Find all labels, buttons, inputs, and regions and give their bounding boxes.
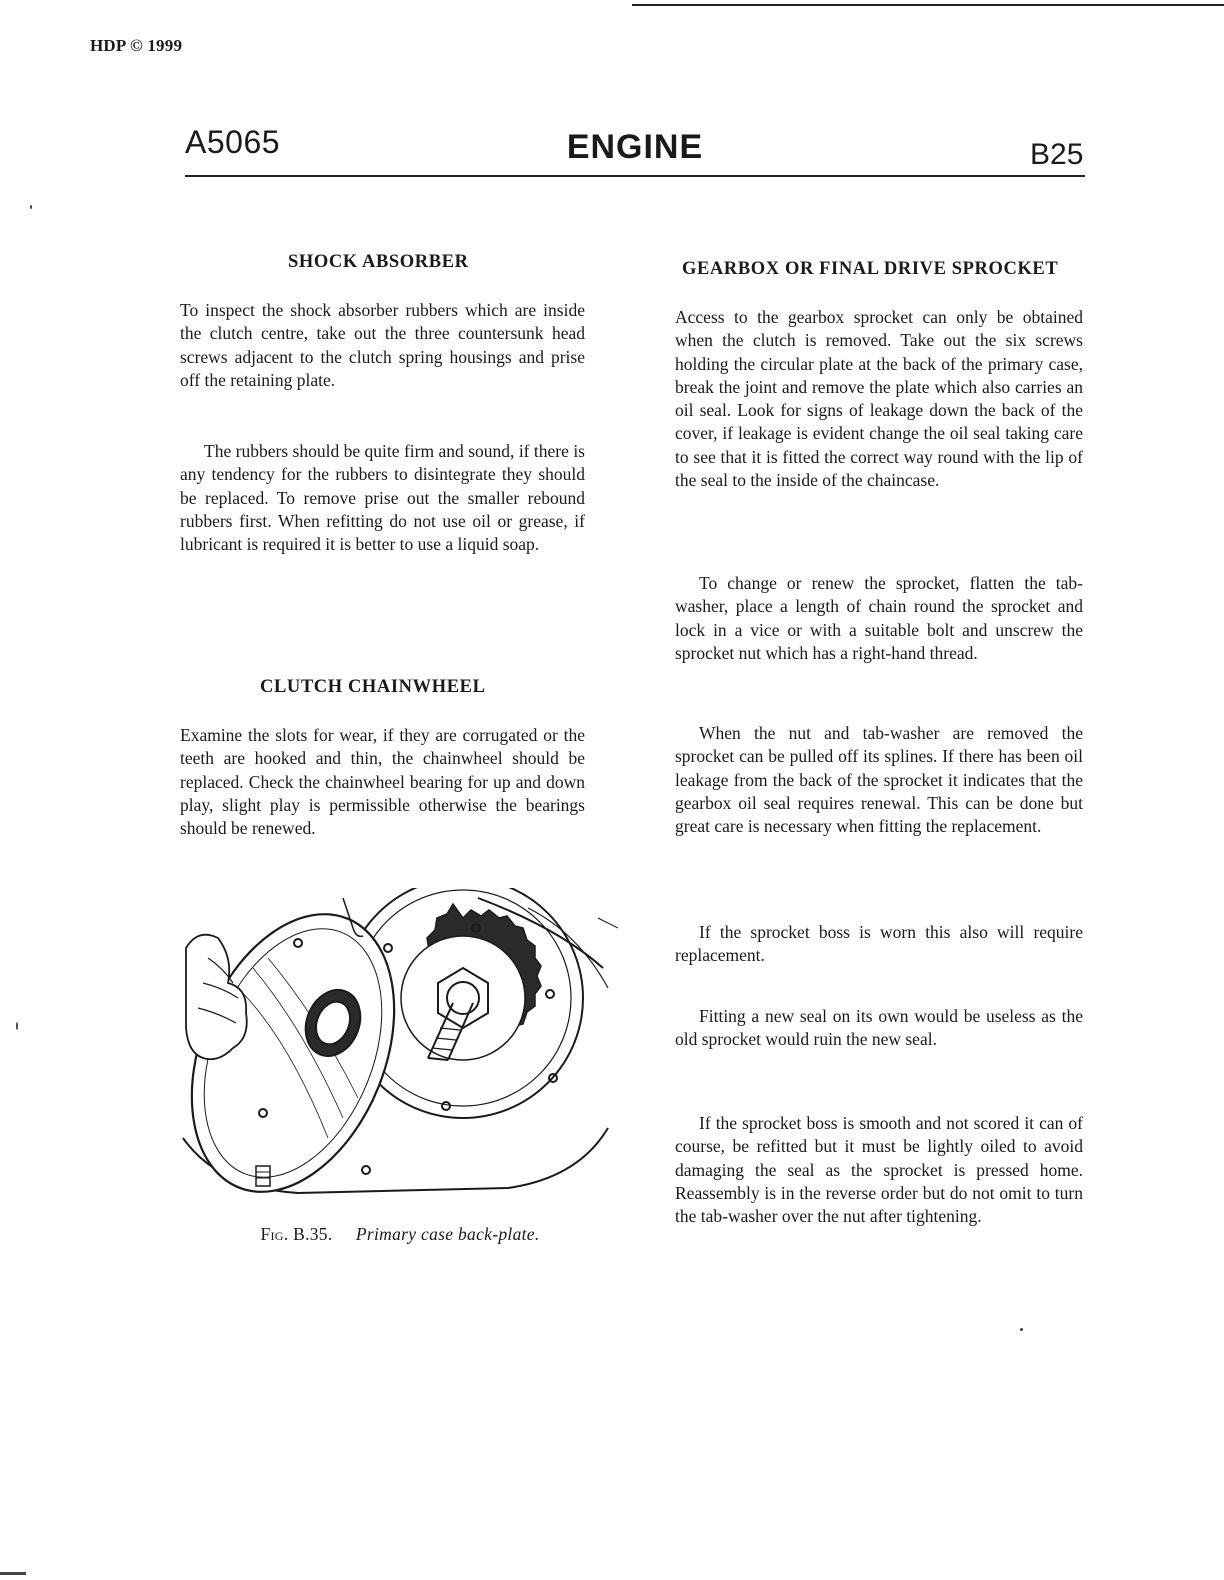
header-rule	[185, 175, 1085, 177]
section-title: ENGINE	[566, 128, 704, 166]
scan-speck	[16, 1022, 18, 1030]
shock-absorber-heading: SHOCK ABSORBER	[288, 252, 469, 272]
shock-absorber-paragraph-1: To inspect the shock absorber rubbers which are inside the clutch centre, take out the three countersunk head screws adjacent to the clutch spring housings and prise off the retaining plate.	[180, 300, 585, 390]
part-number: A5065	[185, 124, 281, 160]
shock-absorber-paragraph-2: The rubbers should be quite firm and sound, if there is any tendency for the rubbers to disintegrate they should be replaced. To remove prise out the smaller rebound rubbers first. When refitting do not use oil or grease, if lubricant is required it is better to use a liquid soap.	[180, 441, 585, 555]
gearbox-paragraph-6: If the sprocket boss is smooth and not scored it can of course, be refitted but it must be lightly oiled to avoid damaging the seal as the sprocket is pressed home. Reassembly is in the reverse order but do not omit to turn the tab-washer over the nut after tightening.	[675, 1113, 1083, 1227]
figure-title: Primary case back-plate.	[355, 1224, 540, 1244]
clutch-chainwheel-heading: CLUTCH CHAINWHEEL	[260, 677, 486, 697]
gearbox-sprocket-heading: GEARBOX OR FINAL DRIVE SPROCKET	[682, 259, 1059, 279]
gearbox-paragraph-5: Fitting a new seal on its own would be useless as the old sprocket would ruin the new seal.	[675, 1006, 1083, 1050]
gearbox-paragraph-1: Access to the gearbox sprocket can only be obtained when the clutch is removed. Take out the six screws holding the circular plate at the back of the primary case, break the joint and remove the plate which also carries an oil seal. Look for signs of leakage down the back of the cover, if leakage is evident change the oil seal taking care to see that it is fitted the correct way round with the lip of the seal to the inside of the chaincase.	[675, 307, 1083, 491]
clutch-chainwheel-paragraph: Examine the slots for wear, if they are corrugated or the teeth are hooked and thin, the chainwheel should be replaced. Check the chainwheel bearing for up and down play, slight play is permissible otherwise the bearings should be renewed.	[180, 725, 585, 839]
figure-caption	[180, 1224, 620, 1245]
primary-case-backplate-illustration	[178, 888, 618, 1208]
scan-speck	[30, 205, 32, 209]
copyright-notice: HDP © 1999	[90, 36, 183, 55]
scan-speck	[0, 1572, 26, 1575]
scan-speck	[1020, 1328, 1023, 1331]
gearbox-paragraph-2: To change or renew the sprocket, flatten the tab-washer, place a length of chain round the sprocket and lock in a vice or with a suitable bolt and unscrew the sprocket nut which has a right-hand thread.	[675, 573, 1083, 663]
top-edge-rule	[632, 4, 1224, 6]
figure-label: Fig. B.35.	[260, 1224, 333, 1244]
gearbox-paragraph-3: When the nut and tab-washer are removed the sprocket can be pulled off its splines. If there has been oil leakage from the back of the sprocket it indicates that the gearbox oil seal requires renewal. This can be done but great care is necessary when fitting the replacement.	[675, 723, 1083, 837]
page-reference: B25	[1030, 138, 1084, 171]
gearbox-paragraph-4: If the sprocket boss is worn this also will require replacement.	[675, 922, 1083, 966]
